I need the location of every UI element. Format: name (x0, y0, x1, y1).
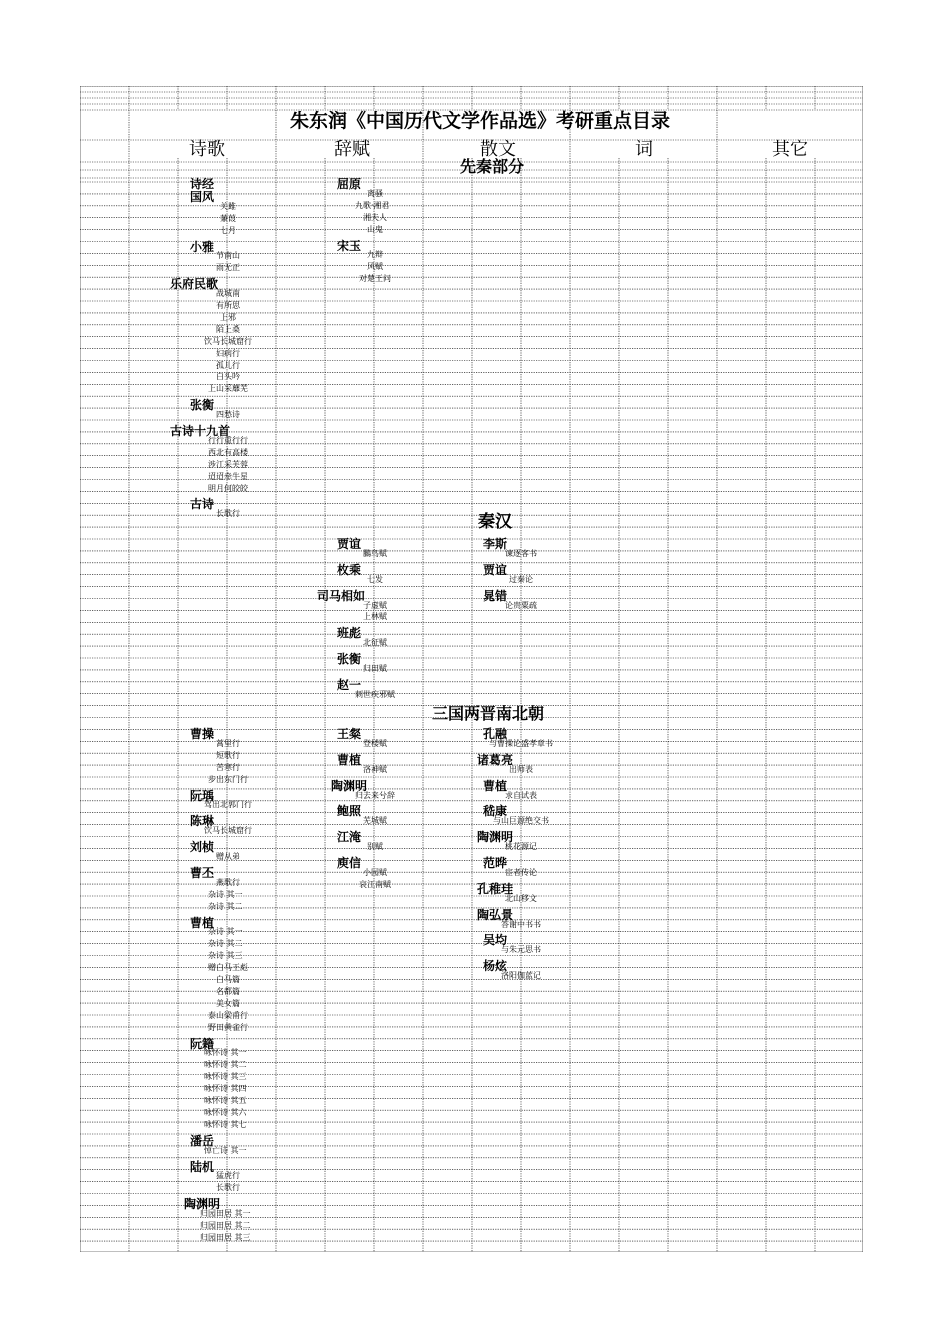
author-label: 贾谊 (483, 562, 508, 577)
author-label: 杨炫 (483, 959, 508, 974)
author-label: 司马相如 (317, 588, 366, 603)
author-label: 陈琳 (190, 814, 215, 829)
author-label: 曹植 (190, 915, 215, 930)
work-title: 陌上桑 (216, 324, 240, 334)
author-label: 阮瑀 (190, 788, 215, 803)
author-label: 范晔 (483, 856, 508, 870)
work-title: 风赋 (367, 262, 383, 272)
work-title: 咏怀诗 其三 (204, 1072, 247, 1082)
work-title: 山鬼 (367, 224, 383, 234)
work-title: 归去来兮辞 (355, 790, 395, 800)
work-title: 杂诗 其二 (208, 939, 243, 949)
work-title: 名都篇 (216, 986, 240, 996)
work-title: 行行重行行 (208, 435, 248, 445)
work-title: 蒿里行 (216, 738, 240, 748)
work-title: 短歌行 (216, 750, 240, 760)
work-title: 北征赋 (363, 638, 387, 648)
author-label: 庾信 (337, 856, 362, 870)
work-title: 九辩 (367, 250, 383, 260)
work-title: 哀江南赋 (359, 879, 391, 889)
work-title: 长歌行 (216, 1183, 240, 1193)
author-label: 曹植 (337, 752, 362, 767)
work-title: 归田赋 (363, 664, 387, 673)
work-title: 谏逐客书 (505, 548, 537, 558)
work-title: 七发 (367, 574, 383, 584)
author-label: 曹植 (483, 778, 508, 793)
work-title: 白马篇 (216, 975, 240, 984)
work-title: 咏怀诗 其五 (204, 1096, 247, 1105)
work-title: 上林赋 (363, 612, 387, 622)
work-title: 节南山 (216, 251, 240, 261)
author-label: 张衡 (190, 398, 215, 413)
work-title: 答谢中书书 (501, 919, 541, 929)
work-title: 战城南 (216, 289, 240, 299)
work-title: 驾出北郭门行 (204, 800, 252, 810)
author-label: 屈原 (337, 177, 362, 191)
work-title: 饮马长城窟行 (204, 336, 252, 346)
work-title: 咏怀诗 其七 (204, 1119, 247, 1129)
work-title: 洛神赋 (363, 764, 387, 774)
work-title: 苦寒行 (216, 762, 240, 772)
work-title: 出师表 (509, 764, 533, 774)
work-title: 迢迢牵牛星 (208, 471, 248, 481)
author-label: 贾谊 (337, 537, 362, 551)
work-title: 四愁诗 (216, 410, 240, 420)
work-title: 饮马长城窟行 (204, 826, 252, 836)
author-label: 孔融 (483, 727, 508, 741)
work-title: 有所思 (216, 301, 240, 310)
author-label: 晁错 (483, 588, 508, 603)
work-title: 北山移文 (505, 893, 537, 903)
author-label: 孔稚珪 (477, 881, 514, 896)
work-title: 悼亡诗 其一 (204, 1145, 247, 1155)
author-label: 曹操 (190, 727, 215, 741)
work-title: 白头吟 (216, 372, 240, 382)
work-title: 登楼赋 (363, 738, 387, 748)
work-title: 咏怀诗 其四 (204, 1084, 247, 1094)
work-title: 燕歌行 (216, 877, 240, 887)
author-label: 吴均 (483, 933, 508, 948)
work-title: 咏怀诗 其一 (204, 1048, 247, 1058)
work-title: 小园赋 (363, 867, 387, 877)
author-label: 潘岳 (190, 1133, 215, 1148)
author-label: 陶渊明 (477, 830, 514, 845)
work-title: 别赋 (367, 842, 383, 852)
work-title: 七月 (220, 225, 236, 235)
work-title: 野田黄雀行 (208, 1022, 248, 1032)
column-header-prose: 散文 (480, 139, 516, 160)
work-title: 杂诗 其一 (208, 927, 243, 937)
author-label: 小雅 (190, 239, 215, 254)
work-title: 归园田居 其一 (200, 1209, 251, 1219)
work-title: 咏怀诗 其六 (204, 1107, 247, 1117)
work-title: 步出东门行 (208, 774, 248, 784)
author-label: 诸葛亮 (477, 752, 514, 767)
author-label: 嵇康 (483, 804, 508, 819)
author-label: 陶渊明 (331, 778, 368, 793)
work-title: 雨无正 (216, 263, 240, 273)
work-title: 西北有高楼 (208, 447, 248, 457)
author-label: 陶渊明 (184, 1197, 221, 1212)
column-header-other: 其它 (772, 139, 808, 160)
work-title: 与曹操论盛孝章书 (489, 738, 553, 748)
work-title: 涉江采芙蓉 (208, 459, 248, 469)
section-heading-wei-jin: 三国两晋南北朝 (432, 704, 545, 723)
work-title: 杂诗 其二 (208, 901, 243, 911)
work-title: 洛阳伽蓝记 (501, 971, 541, 981)
author-label: 赵一 (337, 677, 362, 692)
author-label: 陶弘景 (477, 907, 514, 922)
work-title: 猛虎行 (216, 1171, 240, 1181)
author-label: 王粲 (337, 727, 362, 741)
work-title: 求自试表 (505, 790, 537, 800)
work-title: 赠从弟 (216, 852, 240, 861)
work-title: 泰山梁甫行 (208, 1010, 248, 1020)
work-title: 子虚赋 (363, 600, 387, 610)
spreadsheet-page (80, 86, 863, 1252)
section-heading-qin-han: 秦汉 (478, 512, 512, 532)
author-label: 阮籍 (190, 1036, 215, 1051)
author-label: 宋玉 (337, 238, 362, 253)
author-label: 江淹 (337, 830, 362, 845)
work-title: 长歌行 (216, 509, 240, 519)
work-title: 咏怀诗 其二 (204, 1060, 247, 1070)
author-label: 曹丕 (190, 865, 215, 880)
author-label: 乐府民歌 (170, 277, 219, 292)
work-title: 上邪 (220, 312, 236, 322)
work-title: 九歌·湘君 (355, 200, 390, 210)
column-header-ci: 词 (635, 139, 653, 160)
author-label: 古诗 (190, 497, 215, 512)
work-title: 妇病行 (216, 348, 240, 358)
work-title: 对楚王问 (359, 274, 391, 284)
work-title: 美女篇 (216, 998, 240, 1008)
author-label: 李斯 (483, 537, 508, 551)
author-label: 陆机 (190, 1159, 215, 1174)
work-title: 孤儿行 (216, 360, 240, 370)
work-title: 过秦论 (509, 574, 533, 584)
work-title: 赠白马王彪 (208, 963, 248, 973)
work-title: 明月何皎皎 (208, 483, 248, 493)
section-heading-pre-qin: 先秦部分 (460, 157, 525, 176)
work-title: 刺世疾邪赋 (355, 689, 395, 699)
work-title: 关雎 (220, 201, 236, 211)
work-title: 杂诗 其一 (208, 889, 243, 899)
column-header-poetry: 诗歌 (189, 139, 225, 160)
work-title: 归园田居 其三 (200, 1232, 251, 1242)
work-title: 湘夫人 (363, 212, 387, 222)
author-label: 诗经 (190, 177, 215, 191)
author-label: 枚乘 (337, 562, 362, 577)
work-title: 芜城赋 (363, 816, 387, 826)
author-label: 张衡 (337, 652, 362, 667)
cell-gridlines (80, 86, 863, 1252)
author-label: 国风 (190, 189, 215, 204)
work-title: 桃花源记 (505, 842, 537, 852)
work-title: 鵩鸟赋 (363, 548, 387, 558)
work-title: 与朱元思书 (501, 945, 541, 955)
author-label: 班彪 (337, 626, 362, 641)
work-title: 杂诗 其三 (208, 951, 243, 961)
author-label: 刘桢 (190, 840, 215, 855)
work-title: 论贵粟疏 (505, 600, 537, 610)
column-header-fu: 辞赋 (334, 139, 370, 160)
work-title: 宦者传论 (505, 867, 537, 877)
page-title: 朱东润《中国历代文学作品选》考研重点目录 (290, 110, 671, 132)
work-title: 蒹葭 (220, 213, 236, 223)
work-title: 归园田居 其二 (200, 1221, 251, 1230)
author-label: 鲍照 (337, 804, 362, 819)
work-title: 与山巨源绝交书 (493, 816, 549, 826)
author-label: 古诗十九首 (170, 424, 231, 438)
work-title: 上山采蘼芜 (208, 384, 248, 394)
work-title: 离骚 (367, 188, 383, 198)
